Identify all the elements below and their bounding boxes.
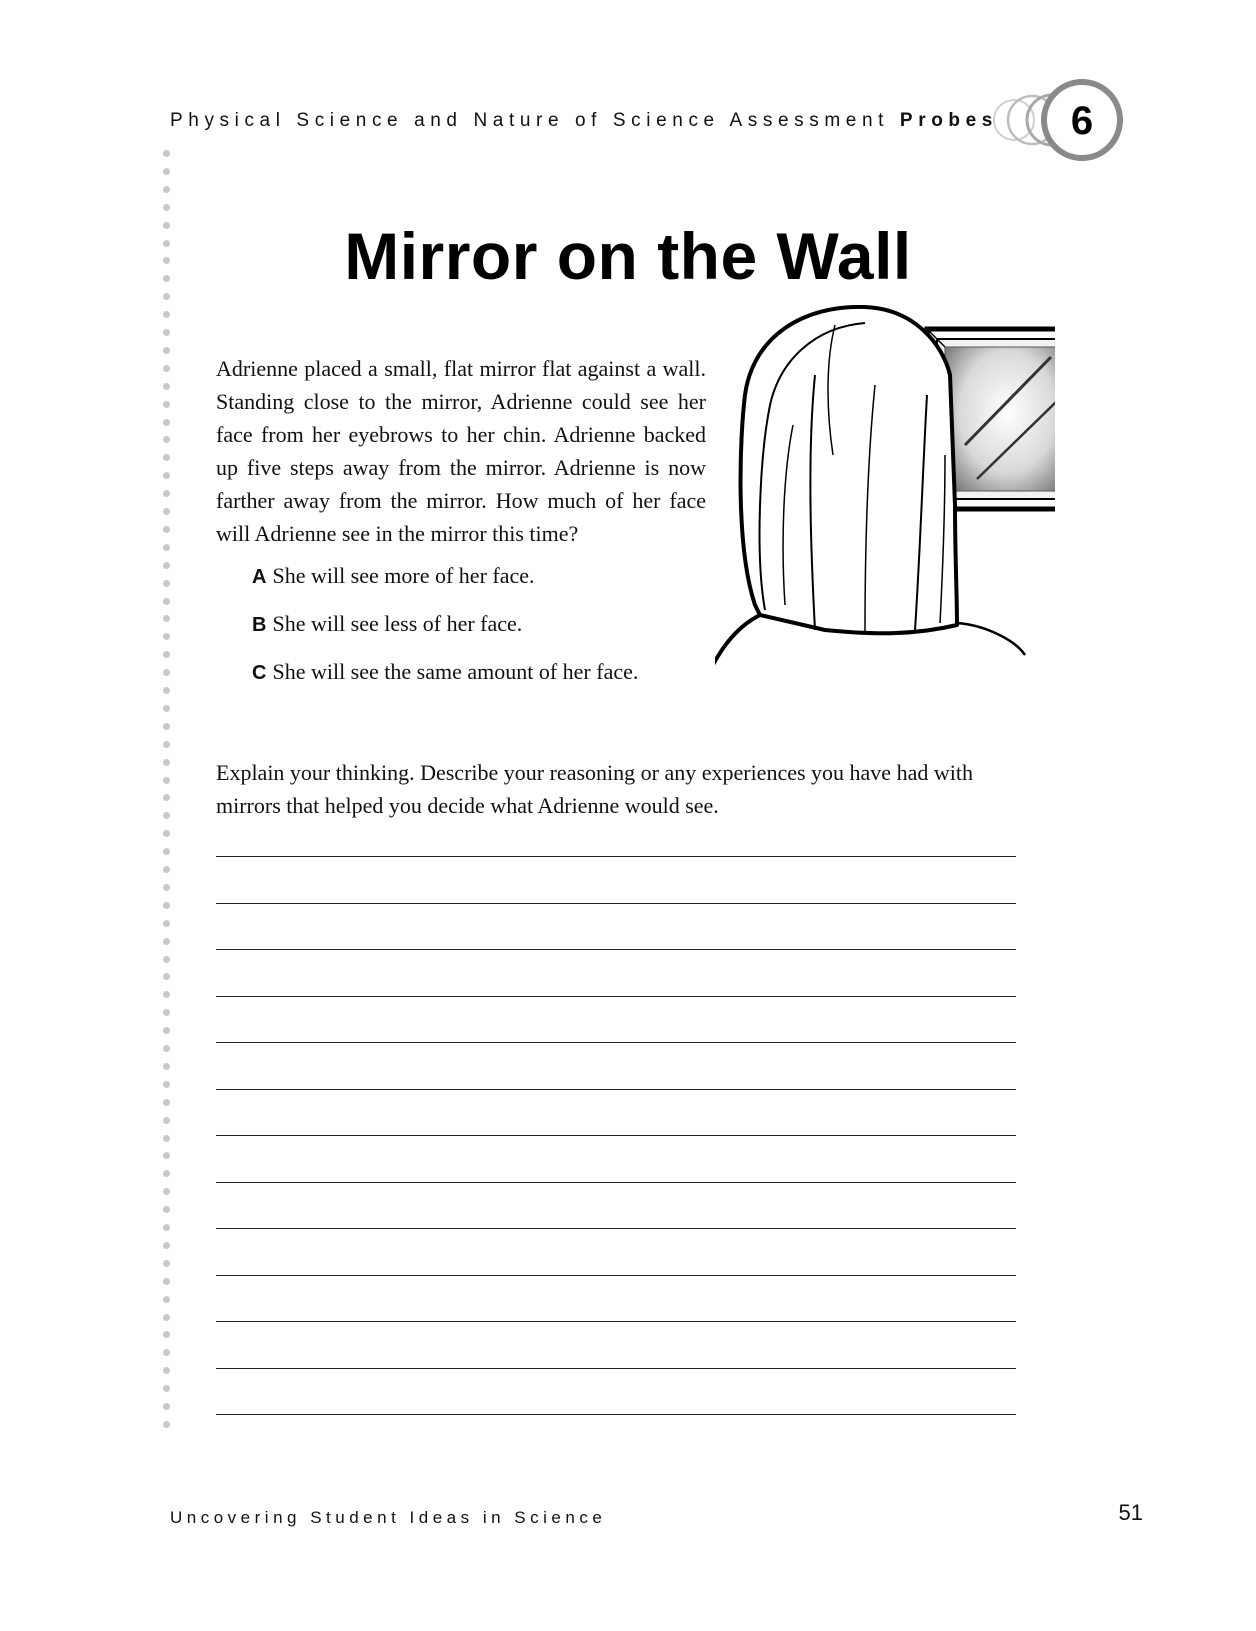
binding-dot (163, 598, 170, 605)
binding-dot (163, 1045, 170, 1052)
binding-dot (163, 633, 170, 640)
binding-dot (163, 508, 170, 515)
answer-choices (252, 563, 638, 707)
binding-dot (163, 168, 170, 175)
choice-letter: B (252, 614, 267, 636)
binding-dot (163, 454, 170, 461)
answer-line[interactable] (216, 1090, 1016, 1137)
binding-dot (163, 920, 170, 927)
binding-dot (163, 1135, 170, 1142)
girl-facing-mirror-illustration (715, 305, 1055, 695)
binding-dot (163, 329, 170, 336)
binding-dot (163, 383, 170, 390)
binding-dot (163, 1349, 170, 1356)
binding-dot (163, 956, 170, 963)
binding-dot (163, 777, 170, 784)
explain-prompt: Explain your thinking. Describe your reasoning or any experiences you have had with mirrors that helped you decide what Adrienne would see. (216, 760, 973, 818)
binding-dot (163, 938, 170, 945)
choice-text: She will see the same amount of her face. (272, 659, 639, 684)
page-number: 51 (1118, 1500, 1143, 1525)
running-header (170, 110, 998, 132)
answer-line[interactable] (216, 1043, 1016, 1090)
binding-dot (163, 1296, 170, 1303)
binding-dot (163, 1027, 170, 1034)
binding-dot (163, 991, 170, 998)
chapter-badge (992, 78, 1162, 168)
binding-dot (163, 401, 170, 408)
binding-dot (163, 1188, 170, 1195)
binding-dot (163, 705, 170, 712)
choice-c (252, 659, 638, 707)
answer-line[interactable] (216, 1183, 1016, 1230)
binding-dot (163, 1170, 170, 1177)
binding-dot (163, 347, 170, 354)
binding-dot (163, 365, 170, 372)
binding-dot (163, 1063, 170, 1070)
binding-dot (163, 1260, 170, 1267)
answer-line[interactable] (216, 1276, 1016, 1323)
binding-dot (163, 544, 170, 551)
binding-dot (163, 884, 170, 891)
answer-line[interactable] (216, 1136, 1016, 1183)
series-text: Physical Science and Nature of Science Assessment (170, 110, 890, 131)
binding-dot (163, 830, 170, 837)
binding-dot (163, 150, 170, 157)
choice-b (252, 611, 638, 659)
chapter-number: 6 (1070, 99, 1094, 143)
page-title-text: Mirror on the Wall (344, 219, 912, 293)
binding-dot (163, 687, 170, 694)
binding-dot (163, 1367, 170, 1374)
binding-dot (163, 794, 170, 801)
binding-dot (163, 1117, 170, 1124)
answer-line[interactable] (216, 1322, 1016, 1369)
binding-dot (163, 1242, 170, 1249)
answer-line[interactable] (216, 904, 1016, 951)
choice-letter: C (252, 662, 267, 684)
binding-dot (163, 186, 170, 193)
binding-dot (163, 472, 170, 479)
answer-lines (216, 856, 1016, 1415)
answer-line[interactable] (216, 857, 1016, 904)
page-title (0, 218, 1256, 294)
choice-text: She will see more of her face. (272, 563, 535, 588)
binding-dot (163, 973, 170, 980)
binding-dot (163, 1314, 170, 1321)
answer-line[interactable] (216, 1229, 1016, 1276)
binding-dot (163, 741, 170, 748)
binding-dot (163, 669, 170, 676)
binding-dot (163, 759, 170, 766)
answer-line[interactable] (216, 997, 1016, 1044)
binding-dots (163, 150, 171, 1440)
binding-dot (163, 1206, 170, 1213)
series-bold: Probes (899, 110, 998, 131)
binding-dot (163, 419, 170, 426)
choice-text: She will see less of her face. (272, 611, 523, 636)
footer-book-title: Uncovering Student Ideas in Science (170, 1508, 607, 1527)
binding-dot (163, 902, 170, 909)
binding-dot (163, 490, 170, 497)
binding-dot (163, 651, 170, 658)
binding-dot (163, 1099, 170, 1106)
binding-dot (163, 526, 170, 533)
binding-dot (163, 1385, 170, 1392)
binding-dot (163, 293, 170, 300)
binding-dot (163, 562, 170, 569)
binding-dot (163, 1081, 170, 1088)
binding-dot (163, 204, 170, 211)
binding-dot (163, 848, 170, 855)
binding-dot (163, 580, 170, 587)
binding-dot (163, 1009, 170, 1016)
binding-dot (163, 1224, 170, 1231)
answer-line[interactable] (216, 1369, 1016, 1416)
binding-dot (163, 615, 170, 622)
binding-dot (163, 866, 170, 873)
choice-a (252, 563, 638, 611)
choice-letter: A (252, 566, 267, 588)
binding-dot (163, 1331, 170, 1338)
answer-line[interactable] (216, 950, 1016, 997)
binding-dot (163, 1421, 170, 1428)
binding-dot (163, 1403, 170, 1410)
binding-dot (163, 1278, 170, 1285)
binding-dot (163, 723, 170, 730)
binding-dot (163, 1152, 170, 1159)
binding-dot (163, 311, 170, 318)
binding-dot (163, 812, 170, 819)
binding-dot (163, 436, 170, 443)
question-text: Adrienne placed a small, flat mirror flat against a wall. Standing close to the mirror, Adrienne could see her face from her eyebrows to her chin. Adrienne backed up five steps away from the mirror. Adrienne is now farther away from the mirror. How much of her face will Adrienne see in the mirror this time? (216, 356, 706, 546)
